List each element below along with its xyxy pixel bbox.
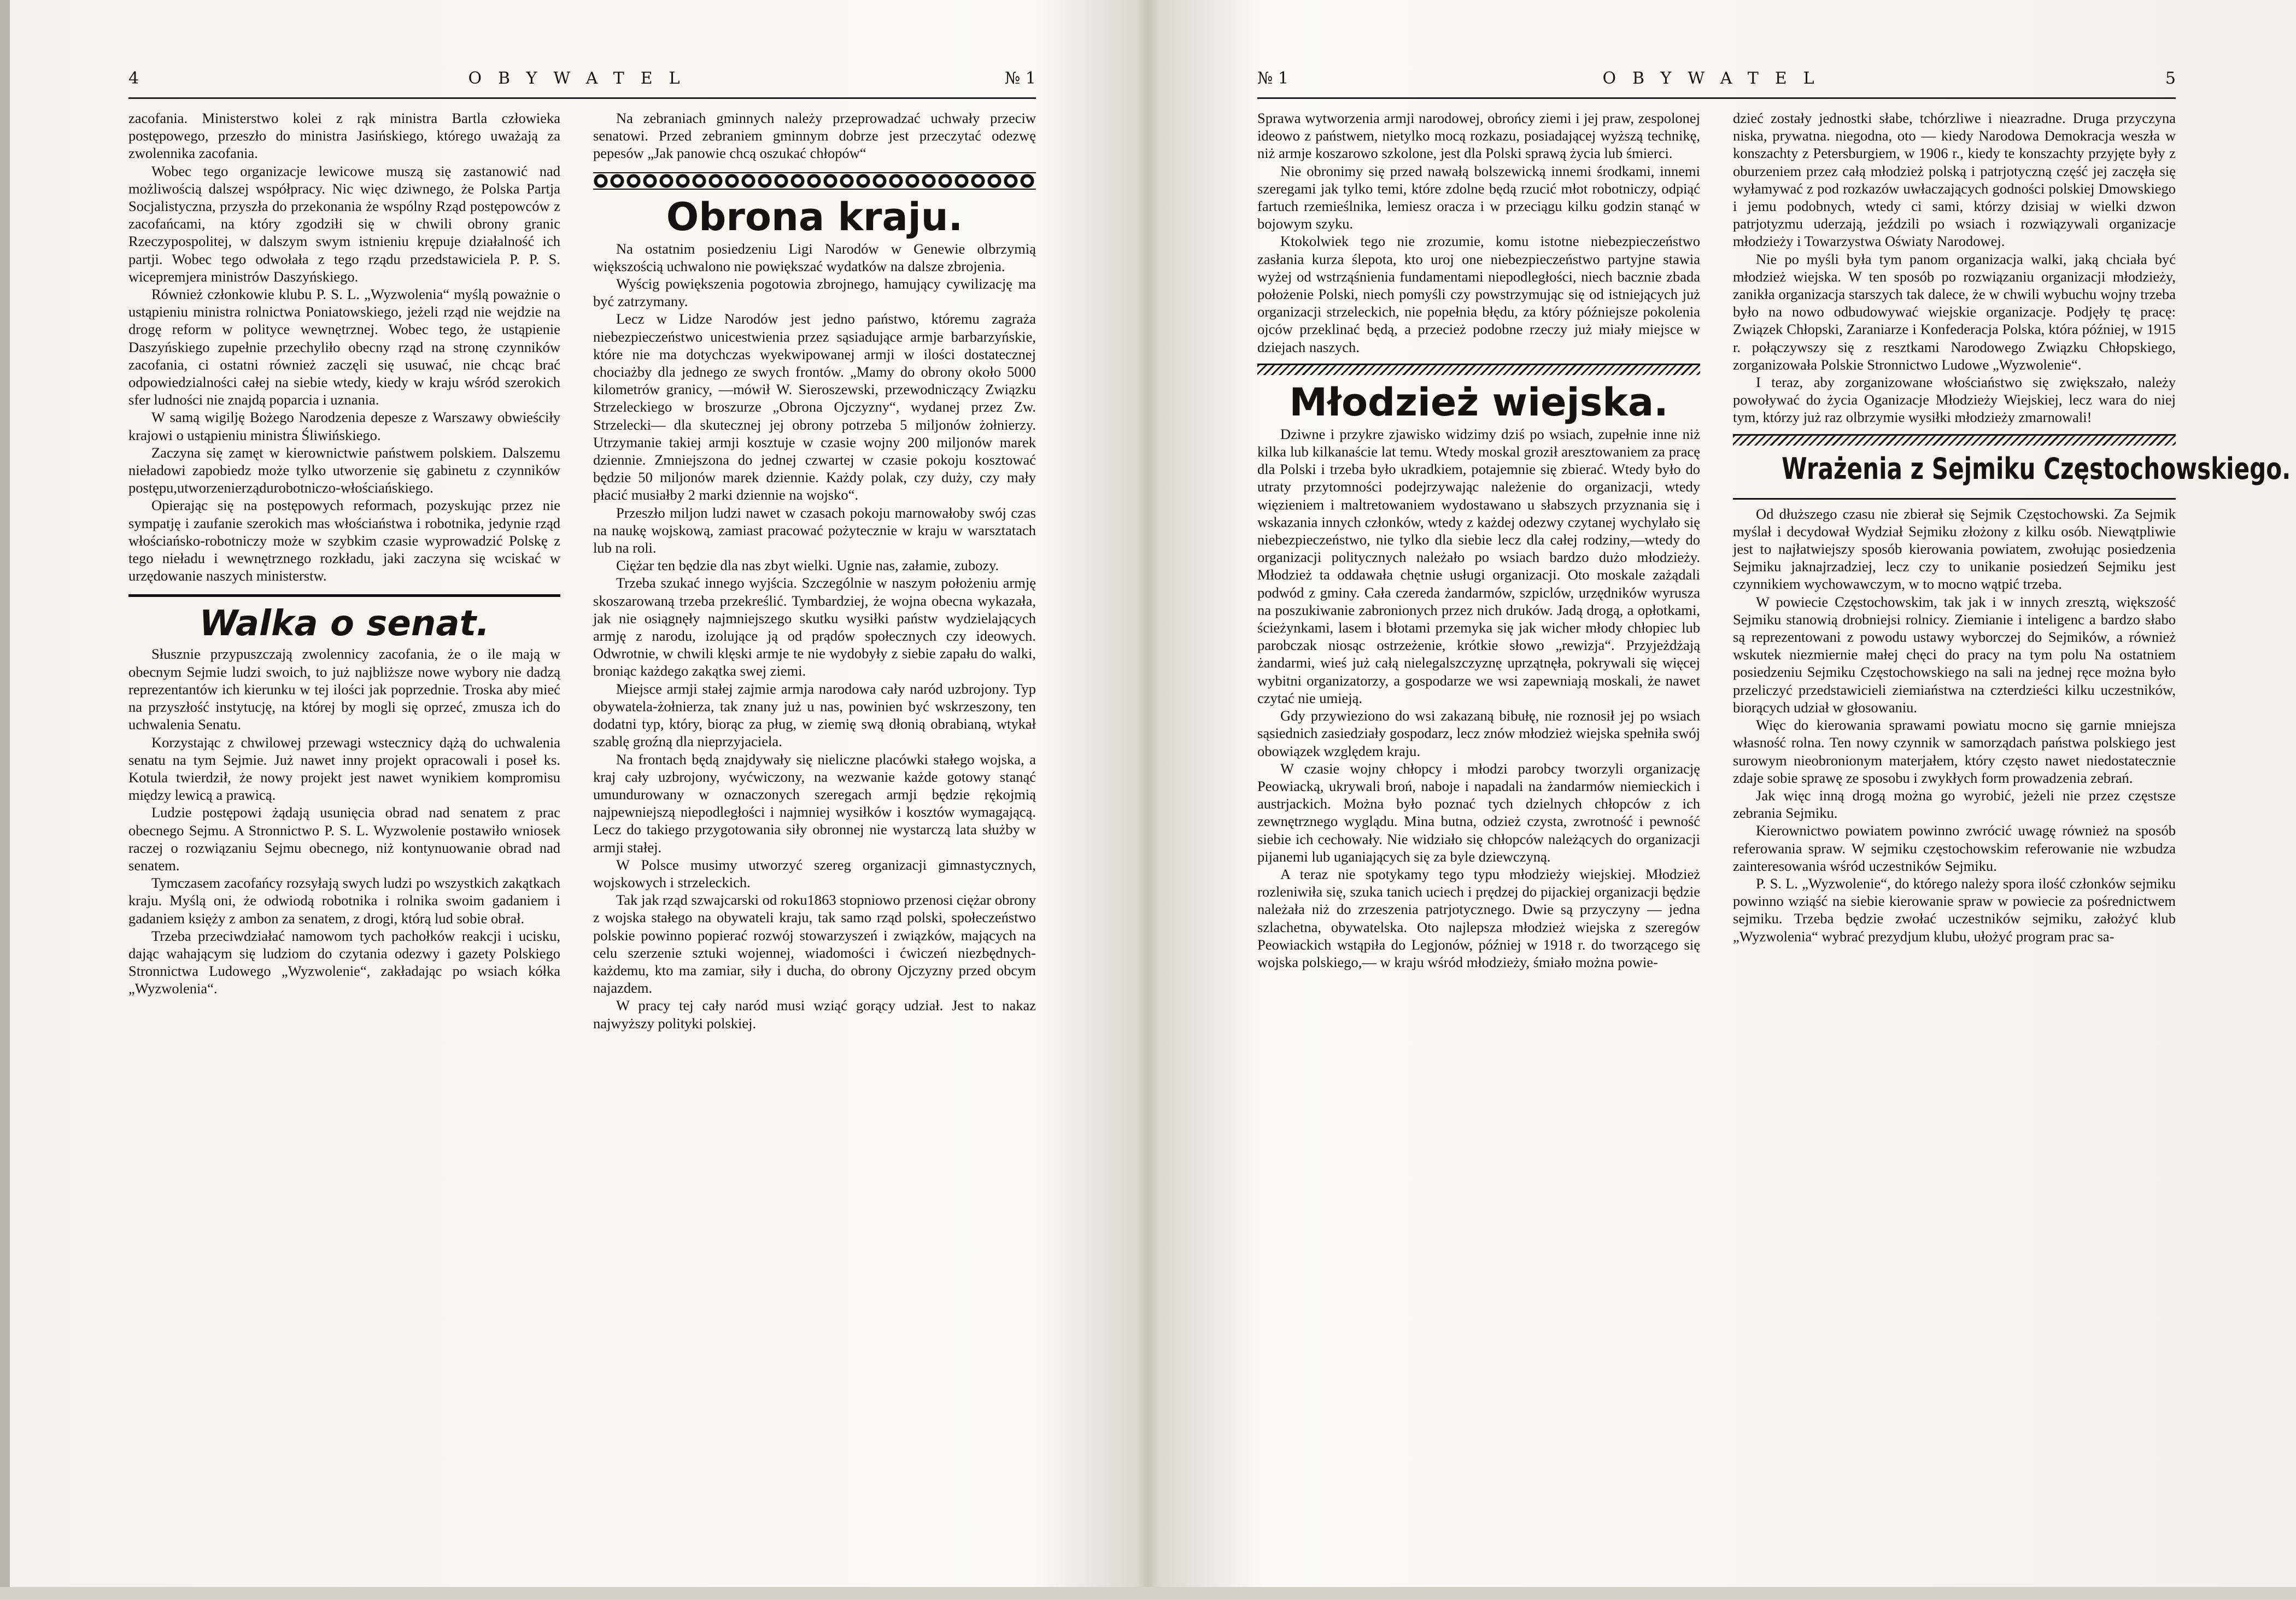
ornamental-divider xyxy=(1257,364,1700,375)
section-rule xyxy=(1733,498,2176,500)
paragraph: Dziwne i przykre zjawisko widzimy dziś po wsiach, zupełnie inne niż kilka lub kilkanaście lat temu. Wtedy moskal groził aresztowaniem za pracę dla Polski i trzeba było ukradkiem, potajemnie się zbierać. Wtedy było do utraty przytomności podejrzywając należenie do organizacji, wtedy więzieniem i maltretowaniem wydostawano u słabszych przyznania się i wskazania innych członków, wtedy z każdej odezwy czytanej wychylało się niebezpieczeństwo, nie tylko dla siebie lecz dla całej rodziny,—wtedy do organizacji politycznych należało po wsiach bardzo dużo młodzieży. Młodzież ta oddawała chętnie usługi organizacji. Oto moskale zażądali podwód z gminy. Cała czereda żandarmów, szpiclów, urzędników wyrusza na poszukiwanie zabronionych przez nich druków. Jadą drogą, a opłotkami, ścieżynkami, lasem i błotami przemyka się jak wicher młody chłopiec lub parobczak niosąc ostrzeżenie, krótkie słowo „rewizja“. Przyjeżdżają żandarmi, wieś już całą nielegalszczyznę uprzątnęła, pokrywali się więcej wybitni organizatorzy, a gospodarze we wsi zapewniają moskali, że nawet czytać nie umieją. xyxy=(1257,425,1700,706)
paragraph: W Polsce musimy utworzyć szereg organizacji gimnastycznych, wojskowych i strzeleckich. xyxy=(593,856,1036,891)
paragraph: W samą wigilję Bożego Narodzenia depesze z Warszawy obwieściły krajowi o ustąpieniu ministra Śliwińskiego. xyxy=(128,409,560,443)
section-rule xyxy=(128,594,560,597)
scan-bottom-edge xyxy=(0,1587,2296,1599)
paragraph: Na zebraniach gminnych należy przeprowadzać uchwały przeciw senatowi. Przed zebraniem gminnym dobrze jest przeczytać odezwę pepesów „Jak panowie chcą oszukać chłopów“ xyxy=(593,110,1036,162)
paragraph: I teraz, aby zorganizowane włościaństwo się zwiększało, należy powoływać do życia Oganizacje Młodzieży Wiejskiej, lecz wara do niej tym, którzy już raz olbrzymie wysiłki młodzieży zmarnowali! xyxy=(1733,374,2176,426)
paragraph: Korzystając z chwilowej przewagi wstecznicy dążą do uchwalenia senatu na tym Sejmie. Już nawet inny projekt opracowali i poseł ks. Kotula twierdził, że nowy projekt jest nawet wynikiem kompromisu między lewicą a prawicą. xyxy=(128,734,560,804)
paragraph: Nie obronimy się przed nawałą bolszewicką innemi środkami, innemi szeregami jak tylko temi, które zdolne będą rzucić młot robotniczy, odpiąć fartuch rzemieślnika, lemiesz oracza i w przeciągu kilku godzin stanąć w bojowym szyku. xyxy=(1257,162,1700,232)
paragraph: Sprawa wytworzenia armji narodowej, obrońcy ziemi i jej praw, zespolonej ideowo z państwem, nietylko mocą rozkazu, posiadającej wyższą technikę, niż armje koszarowo szkolone, jest dla Polski sprawą życia lub śmierci. xyxy=(1257,110,1700,162)
paragraph: W powiecie Częstochowskim, tak jak i w innych zresztą, większość Sejmiku stanowią drobniejsi rolnicy. Ziemianie i inteligenc a bardzo słabo są reprezentowani z powodu ustawy wyborczej do Sejmików, a również wskutek niezmiernie małej chęci do pracy na tym polu Na ostatniem posiedzeniu Sejmiku Częstochowskiego na sali na jednej ręce można było przeliczyć przedstawicieli ziemiaństwa na czterdzieści kilku uczestników, biorących udział w głosowaniu. xyxy=(1733,593,2176,716)
article-heading: Wrażenia z Sejmiku Częstochowskiego. xyxy=(1782,451,2291,486)
paragraph: Miejsce armji stałej zajmie armja narodowa cały naród uzbrojony. Typ obywatela-żołnierza, tak znany już u nas, powinien być wskrzeszony, ten dodatni typ, który, biorąc za pług, w ziemię swą dłonią obrabianą, wtykał szablę groźną dla nieprzyjaciela. xyxy=(593,680,1036,750)
paragraph: Na frontach będą znajdywały się nieliczne placówki stałego wojska, a kraj cały uzbrojony, wyćwiczony, na wezwanie każde gotowy stanąć umundurowany w oznaczonych szeregach armji będzie rękojmią najpewniejszą niepodległości i najmniej wysiłków i kosztów wymagającą. Lecz do takiego przygotowania siły obronnej nie wystarczą lata służby w armji stałej. xyxy=(593,751,1036,856)
paragraph: Gdy przywieziono do wsi zakazaną bibułę, nie roznosił jej po wsiach sąsiednich zasiedziały gospodarz, lecz znów młodzież wiejska spełniła swój obowiązek względem kraju. xyxy=(1257,707,1700,759)
paragraph: Przeszło miljon ludzi nawet w czasach pokoju marnowałoby swój czas na naukę wojskową, zamiast pracować pożytecznie w kraju w warsztatach lub na roli. xyxy=(593,504,1036,557)
ornamental-divider xyxy=(1733,434,2176,446)
paragraph: Wobec tego organizacje lewicowe muszą się zastanowić nad możliwością dalszej współpracy. Nic więc dziwnego, że Polska Partja Socjalistyczna, przyszła do przekonania że wspólny Rząd postępowców z zacofańcami, na który zgodziłi się w chwili obrony granic Rzeczypospolitej, w dalszym swym istnieniu krępuje działalność ich partji. Wobec tego odwołała z tego rządu przedstawiciela P. P. S. wicepremjera ministrów Daszyńskiego. xyxy=(128,162,560,285)
article-heading: Walka o senat. xyxy=(199,604,490,645)
paragraph: Trzeba szukać innego wyjścia. Szczególnie w naszym położeniu armję skoszarowaną trzeba przekreślić. Tymbardziej, że wojna obecna wykazała, jak nie osiągnęły najmniejszego skutku wysiłki państw wydzielających armję z narodu, izolujące ją od prądów społecznych czy ideowych. Odwrotnie, w chwili klęski armje te nie wydobyły z siebie zapału do walki, broniąc każdego zakątka swej ziemi. xyxy=(593,575,1036,680)
paragraph: P. S. L. „Wyzwolenie“, do którego należy spora ilość członków sejmiku powinno wziąść na siebie kierowanie spraw w powiecie za pośrednictwem sejmiku. Trzeba będzie zwołać uczestników sejmiku, założyć klub „Wyzwolenia“ wybrać prezydjum klubu, ułożyć program prac sa- xyxy=(1733,875,2176,945)
paragraph: Zaczyna się zamęt w kierownictwie państwem polskiem. Dalszemu nieładowi zapobiedz może tylko utworzenie się gabinetu z czynników postępu,utworzenierządurobotniczo-włościańskiego. xyxy=(128,444,560,496)
paragraph: A teraz nie spotykamy tego typu młodzieży wiejskiej. Młodzież rozleniwiła się, szuka tanich uciech i prędzej do pijackiej organizacji będzie należała niż do zrzeszenia patrjotycznego. Dwie są przyczyny — jedna szlachetna, obywatelska. Oto najlepsza młodzież wiejska z szeregów Peowiackich wstąpiła do Legjonów, później w 1918 r. do tworzącego się wojska polskiego,— w kraju wśród młodzieży, śmiało można powie- xyxy=(1257,865,1700,970)
paragraph: Nie po myśli była tym panom organizacja walki, jaką chciała być młodzież wiejska. W ten sposób po rozwiązaniu organizacji młodzieży, zanikła organizacja starszych tak dalece, że w chwili wybuchu wojny trzeba było na nowo odbudowywać wiejskie organizacje. Podjęły tę pracę: Związek Chłopski, Zaraniarze i Konfederacja Polska, która później, w 1915 r. połączywszy się z resztkami Narodowego Związku Chłopskiego, zorganizowała Polskie Stronnictwo Ludowe „Wyzwolenie“. xyxy=(1733,250,2176,373)
paragraph: Jak więc inną drogą można go wyrobić, jeżeli nie przez częstsze zebrania Sejmiku. xyxy=(1733,787,2176,822)
right-column-1 xyxy=(1257,109,1700,1574)
paragraph: Słusznie przypuszczają zwolennicy zacofania, że o ile mają w obecnym Sejmie ludzi swoich, to już najbliższe nowe wybory nie dadzą reprezentantów ich kierunku w tej ilości jak poprzednie. Troska aby mieć na przyszłość instytucję, na której by mogli się oprzeć, zmusza ich do uchwalenia Senatu. xyxy=(128,646,560,733)
left-column-1 xyxy=(128,109,560,1574)
issue-number: № 1 xyxy=(1257,69,1289,88)
paragraph: Od dłuższego czasu nie zbierał się Sejmik Częstochowski. Za Sejmik myślał i decydował Wydział Sejmiku złożony z kilku osób. Niewątpliwie jest to najłatwiejszy sposób kierowania powiatem, zwołując posiedzenia Sejmiku jaknajrzadziej, lecz czy to unikanie posiedzeń Sejmiku jest czynnikiem wychowawczym, w to mocno wątpić trzeba. xyxy=(1733,505,2176,593)
paragraph: W pracy tej cały naród musi wziąć gorący udział. Jest to nakaz najwyższy polityki polskiej. xyxy=(593,997,1036,1032)
page-number: 5 xyxy=(2165,69,2176,88)
right-running-head xyxy=(1257,67,2176,99)
paragraph: Na ostatnim posiedzeniu Ligi Narodów w Genewie olbrzymią większością uchwalono nie powiększać wydatków na dalsze zbrojenia. xyxy=(593,240,1036,274)
paragraph: Więc do kierowania sprawami powiatu mocno się garnie mniejsza własność rolna. Ten nowy czynnik w samorządach państwa polskiego jest surowym nieobronionym materjałem, który często nawet niedostatecznie zdaje sobie sprawę ze sposobu i zwykłych form prowadzenia zebrań. xyxy=(1733,717,2176,786)
paragraph: W czasie wojny chłopcy i młodzi parobcy tworzyli organizację Peowiacką, ukrywali broń, naboje i napadali na żandarmów niemieckich i austrjackich. Można było poznać tych dzielnych chłopców z ich zewnętrznego wyglądu. Mina butna, odzież czysta, zwrotność i pewność siebie ich cechowały. Nie widziało się chłopców należących do organizacji pijanemi lub uganiających się za byle dziewczyną. xyxy=(1257,760,1700,865)
left-page xyxy=(128,69,1036,1574)
issue-number: № 1 xyxy=(1004,69,1036,88)
paragraph: Kierownictwo powiatem powinno zwrócić uwagę również na sposób referowania spraw. W sejmiku częstochowskim referowanie nie wzbudza zainteresowania wśród uczestników Sejmiku. xyxy=(1733,822,2176,874)
paragraph: Wyścig powiększenia pogotowia zbrojnego, hamujący cywilizację ma być zatrzymany. xyxy=(593,276,1036,310)
paragraph: Ktokolwiek tego nie zrozumie, komu istotne niebezpieczeństwo zasłania kurza ślepota, kto uroj one niebezpieczeństwo partyjne stawia wyżej od wstrząśnienia fundamentami niepodległości, niech bacznie zbada położenie Polski, niech pomyśli czy powstrzymując się od istniejących już organizacji strzeleckich, nie popełnia błędu, za który późniejsze pokolenia ojców przeklinać będą, a przecież podobne rzeczy już miały miejsce w dziejach naszych. xyxy=(1257,233,1700,355)
paragraph: dzieć zostały jednostki słabe, tchórzliwe i nieazradne. Druga przyczyna niska, prywatna. niegodna, oto — kiedy Narodowa Demokracja weszła w konszachty z Petersburgiem, w 1906 r., kiedy te konszachty przyjęte były z oburzeniem przez całą młodzież polską i patrjotyczną część jej zaczęła się wyłamywać z pod rozkazów uwłaczających godności polskiej Dmowskiego i jemu podobnych, wtedy ci sami, którzy dzisiaj w wielki dzwon patrjotyzmu uderzają, jeździli po wsiach i rozwiązywali organizacje młodzieży i Towarzystwa Oświaty Narodowej. xyxy=(1733,110,2176,250)
paragraph: Tak jak rząd szwajcarski od roku1863 stopniowo przenosi ciężar obrony z wojska stałego na obywateli kraju, tak samo rząd polski, społeczeństwo polskie powinno popierać rozwój stowarzyszeń i związków, mających na celu szerzenie sztuki wojennej, wiadomości i ćwiczeń niezbędnych-każdemu, kto ma zamiar, siły i ducha, do obrony Ojczyzny przed obcym najazdem. xyxy=(593,892,1036,997)
newspaper-title: OBYWATEL xyxy=(1602,69,1831,88)
page-number: 4 xyxy=(128,69,139,88)
article-heading: Młodzież wiejska. xyxy=(1289,379,1668,425)
right-column-2 xyxy=(1733,109,2291,1574)
left-column-2 xyxy=(593,109,1036,1574)
paragraph: Ludzie postępowi żądają usunięcia obrad nad senatem z prac obecnego Sejmu. A Stronnictwo P. S. L. Wyzwolenie postawiło wniosek raczej o rozwiązaniu Sejmu obecnego, niż kontynuowanie obrad nad senatem. xyxy=(128,804,560,874)
paragraph: Ciężar ten będzie dla nas zbyt wielki. Ugnie nas, załamie, zubozy. xyxy=(616,557,999,574)
paragraph: Trzeba przeciwdziałać namowom tych pachołków reakcji i ucisku, dając wahającym się ludziom do czytania odezwy i gazety Polskiego Stronnictwa Ludowego „Wyzwolenie“, zakładając po wsiach kółka „Wyzwolenia“. xyxy=(128,927,560,997)
newspaper-title: OBYWATEL xyxy=(468,69,696,88)
paragraph: zacofania. Ministerstwo kolei z rąk ministra Bartla człowieka postępowego, przeszło do ministra Jasińskiego, którego uważają za zwolennika zacofania. xyxy=(128,110,560,162)
paragraph: Opierając się na postępowych reformach, pozyskując przez nie sympatję i zaufanie szerokich mas włościaństwa i robotnika, jedynie rząd włościańsko-robotniczy może w szybkim czasie wyprowadzić Polskę z tego nieładu i wewnętrznego rozkładu, jaki zaczyna się wciskać w urzędowanie naszych ministerstw. xyxy=(128,497,560,584)
scan-edge-shadow xyxy=(0,0,10,1599)
paragraph: Tymczasem zacofańcy rozsyłają swych ludzi po wszystkich zakątkach kraju. Myślą oni, że odwiodą robotnika i rolnika swoim gadaniem i gadaniem księży z ambon za senatem, z drogi, którą lud sobie obrał. xyxy=(128,875,560,927)
left-running-head xyxy=(128,67,1036,99)
paragraph: Lecz w Lidze Narodów jest jedno państwo, któremu zagraża niebezpieczeństwo unicestwienia przez sąsiadujące armje barbarzyńskie, które nie ma dotychczas wyekwipowanej armji w ilości dostatecznej chociażby dla jednego ze swych frontów. „Mamy do obrony około 5000 kilometrów granicy, —mówił W. Sieroszewski, przewodniczący Związku Strzeleckiego w broszurze „Obrona Ojczyzny“, wydanej przez Zw. Strzelecki— dla skutecznej jej obrony potrzeba 5 miljonów żołnierzy. Utrzymanie takiej armji kosztuje w czasie wojny 200 miljonów marek dziennie. Zmniejszona do jednej czwartej w czasie pokoju kosztować będzie 50 miljonów marek dziennie. Każdy polak, czy duży, czy mały płacić musiałby 2 marki dziennie na wojsko“. xyxy=(593,311,1036,503)
right-page xyxy=(1257,69,2291,1574)
ornamental-divider xyxy=(593,172,1036,190)
article-heading: Obrona kraju. xyxy=(666,194,963,239)
paragraph: Również członkowie klubu P. S. L. „Wyzwolenia“ myślą poważnie o ustąpieniu ministra rolnictwa Poniatowskiego, jeżeli rząd nie wejdzie na drogę reform w polityce wewnętrznej. Wobec tego, że ustąpienie Daszyńskiego zupełnie przechyliło obecny rząd na stronę czynników zacofania, ci ostatni również zaczęli się usuwać, nie chcąc brać odpowiedzialności całej na siebie wtedy, kiedy w kraju wśród szerokich sfer ludności nie znajdą poparcia i uznania. xyxy=(128,286,560,408)
